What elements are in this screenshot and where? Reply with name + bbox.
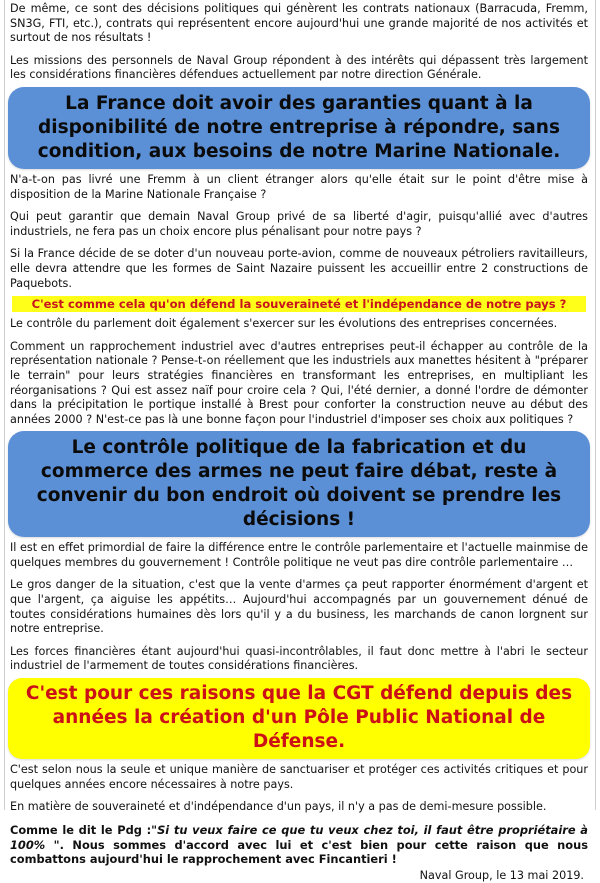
section4-paragraph-2: En matière de souveraineté et d'indépendance d'un pays, il n'y a pas de demi-mesure possible.: [10, 800, 547, 814]
intro-paragraph-1: De même, ce sont des décisions politiques qui génèrent les contrats nationaux (Barracuda, Fremm, SN3G, FTI, etc.), contrats qui représentent encore aujourd'hui une grande majorité de nos activités et surtout de nos résultats !: [10, 2, 588, 45]
quote-tail: ". Nous sommes d'accord avec lui et c'est bien pour cette raison que nous combattons aujourd'hui le rapprochement avec Fincantieri !: [10, 837, 588, 867]
section1-paragraph-3: Si la France décide de se doter d'un nouveau porte-avion, comme de nouveaux pétroliers ravitailleurs, elle devra attendre que les formes de Saint Nazaire puissent les accueillir entre 2 constructions de Paquebots.: [10, 247, 588, 290]
section4-paragraph-1: C'est selon nous la seule et unique manière de sanctuariser et protéger ces activités critiques et pour quelques années encore nécessaires à notre pays.: [10, 763, 588, 791]
quote-lead: Comme le dit le Pdg :": [10, 822, 158, 837]
callout-pole-public: C'est pour ces raisons que la CGT défend depuis des années la création d'un Pôle Public National de Défense.: [8, 678, 590, 759]
section3-paragraph-3: Les forces financières étant aujourd'hui quasi-incontrôlables, il faut donc mettre à l'abri le secteur industriel de l'armement de toutes considérations financières.: [10, 644, 588, 673]
callout-marine-nationale: La France doit avoir des garanties quant à la disponibilité de notre entreprise à répondre, sans condition, aux besoins de notre Marine Nationale.: [8, 87, 590, 169]
section1-paragraph-2: Qui peut garantir que demain Naval Group privé de sa liberté d'agir, puisqu'allié avec d'autres industriels, ne fera pas un choix encore plus pénalisant pour notre pays ?: [10, 210, 588, 238]
section1-paragraph-1: N'a-t-on pas livré une Fremm à un client étranger alors qu'elle était sur le point d'être mise à disposition de la Marine Nationale Française ?: [10, 172, 588, 201]
section2-paragraph-2: Comment un rapprochement industriel avec d'autres entreprises peut-il échapper au contrôle de la représentation nationale ? Pense-t-on réellement que les industriels aux manettes hésitent à "préparer le terrain" pour leurs stratégies financières en transformant les entreprises, en multipliant les réorganisations ? Qui est assez naïf pour croire cela ? Qui, l'été dernier, a donné l'ordre de démonter dans la précipitation le portique installé à Brest pour conforter la construction neuve au début des années 2000 ? N'est-ce pas là une bonne façon pour l'industriel d'imposer ses choix aux politiques ?: [10, 339, 588, 426]
section3-paragraph-2: Le gros danger de la situation, c'est que la vente d'armes ça peut rapporter énormément d'argent et que l'argent, ça aiguise les appétits… Aujourd'hui accompagnés par un gouvernement dénué de toutes considérations humaines dès lors qu'il y a du business, les marchands de canon lorgnent sur notre entreprise.: [10, 578, 588, 636]
highlight-souverainete: C'est comme cela qu'on défend la souveraineté et l'indépendance de notre pays ?: [12, 296, 586, 312]
section3-paragraph-1: Il est en effet primordial de faire la différence entre le contrôle parlementaire et l'actuelle mainmise de quelques membres du gouvernement ! Contrôle politique ne veut pas dire contrôle parlementaire …: [10, 541, 588, 569]
quote-italic: Si tu veux faire ce que tu veux chez toi, il faut être propriétaire à 100%: [10, 822, 588, 852]
pdg-quote-paragraph: [10, 823, 588, 867]
signature-date: Naval Group, le 13 mai 2019.: [419, 869, 584, 883]
intro-paragraph-2: Les missions des personnels de Naval Group répondent à des intérêts qui dépassent très largement les considérations financières défendues actuellement par notre direction Générale.: [10, 53, 588, 82]
section2-paragraph-1: Le contrôle du parlement doit également s'exercer sur les évolutions des entreprises concernées.: [10, 317, 558, 331]
callout-controle-politique: Le contrôle politique de la fabrication et du commerce des armes ne peut faire débat, reste à convenir du bon endroit où doivent se prendre les décisions !: [8, 431, 590, 537]
